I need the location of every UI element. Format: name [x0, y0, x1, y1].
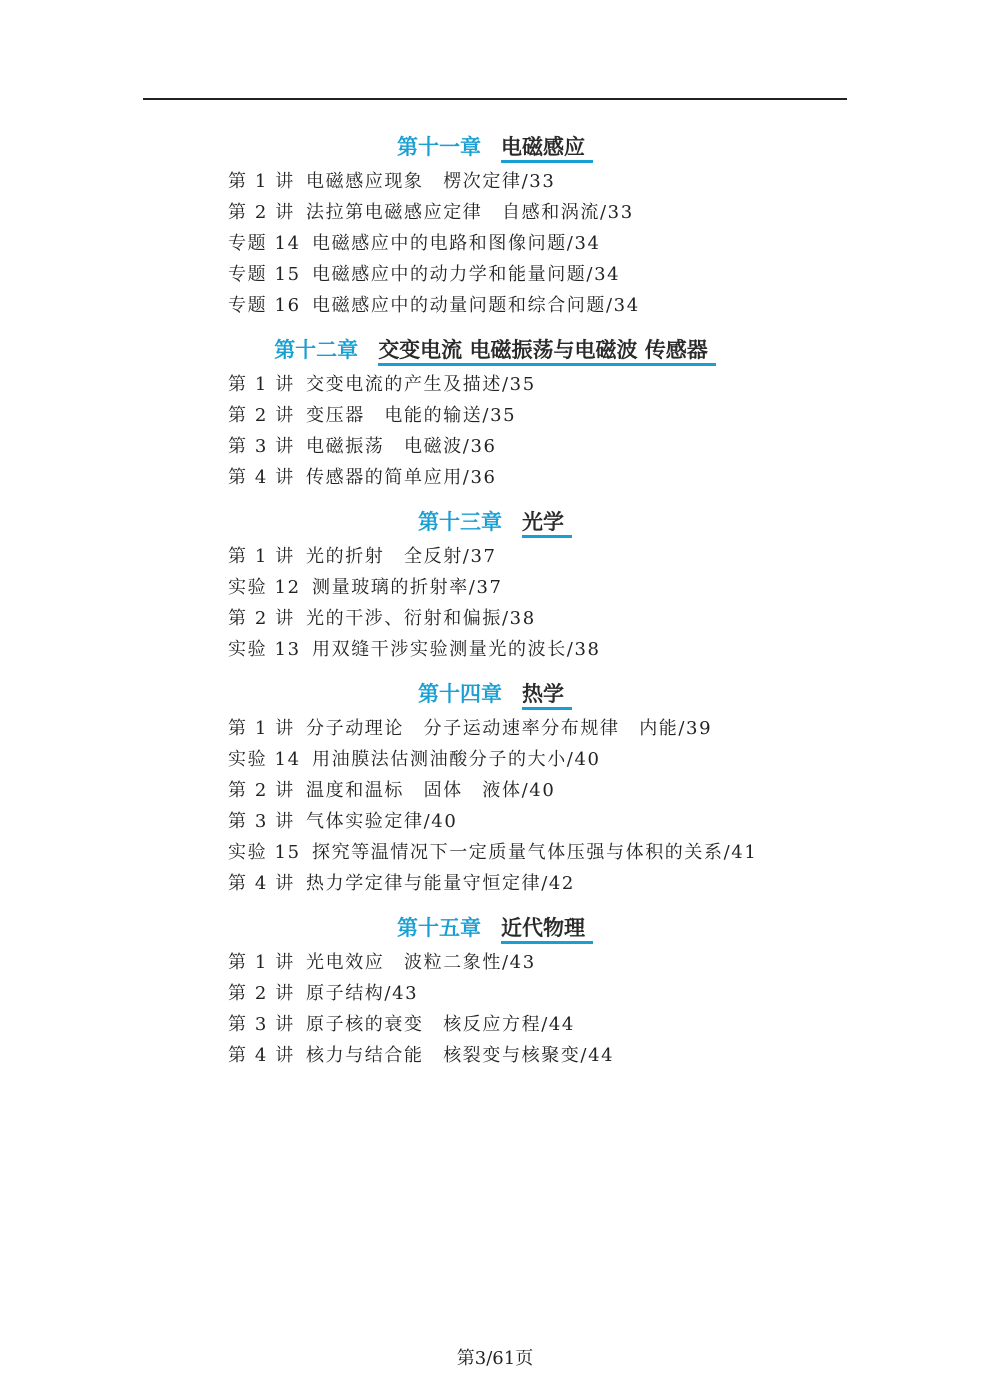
toc-entry[interactable] — [0, 744, 990, 775]
entry-label: 第 3 讲 — [228, 811, 295, 832]
entry-label: 第 1 讲 — [228, 171, 295, 192]
entry-title: 温度和温标 固体 液体/40 — [306, 780, 556, 801]
entry-label: 实验 12 — [228, 577, 301, 598]
entry-label: 第 1 讲 — [228, 546, 295, 567]
entry-label: 第 3 讲 — [228, 436, 295, 457]
chapter-heading[interactable] — [0, 128, 990, 166]
entry-title: 电磁感应中的动量问题和综合问题/34 — [312, 295, 640, 316]
chapter-section — [0, 503, 990, 665]
chapter-title: 交变电流 电磁振荡与电磁波 传感器 — [378, 338, 716, 366]
table-of-contents — [0, 128, 990, 1081]
entry-title: 核力与结合能 核裂变与核聚变/44 — [306, 1045, 615, 1066]
entry-title: 交变电流的产生及描述/35 — [306, 374, 536, 395]
entry-title: 原子结构/43 — [306, 983, 419, 1004]
entry-title: 用双缝干涉实验测量光的波长/38 — [312, 639, 601, 660]
toc-entry[interactable] — [0, 837, 990, 868]
entry-title: 法拉第电磁感应定律 自感和涡流/33 — [306, 202, 634, 223]
entry-label: 第 2 讲 — [228, 780, 295, 801]
entry-label: 第 2 讲 — [228, 405, 295, 426]
entry-label: 第 4 讲 — [228, 1045, 295, 1066]
toc-entry[interactable] — [0, 868, 990, 899]
entry-title: 电磁振荡 电磁波/36 — [306, 436, 497, 457]
chapter-section — [0, 675, 990, 899]
entry-title: 光的干涉、衍射和偏振/38 — [306, 608, 536, 629]
toc-entry[interactable] — [0, 603, 990, 634]
chapter-title: 光学 — [522, 510, 572, 538]
entry-title: 分子动理论 分子运动速率分布规律 内能/39 — [306, 718, 713, 739]
toc-entry[interactable] — [0, 197, 990, 228]
chapter-section — [0, 331, 990, 493]
entry-label: 第 1 讲 — [228, 374, 295, 395]
entry-label: 专题 15 — [228, 264, 301, 285]
toc-entry[interactable] — [0, 978, 990, 1009]
entry-label: 第 2 讲 — [228, 608, 295, 629]
entry-label: 第 4 讲 — [228, 467, 295, 488]
entry-title: 测量玻璃的折射率/37 — [312, 577, 503, 598]
entry-title: 电磁感应中的电路和图像问题/34 — [312, 233, 601, 254]
toc-entry[interactable] — [0, 259, 990, 290]
entry-title: 电磁感应现象 楞次定律/33 — [306, 171, 556, 192]
entry-title: 变压器 电能的输送/35 — [306, 405, 517, 426]
entry-label: 第 3 讲 — [228, 1014, 295, 1035]
toc-entry[interactable] — [0, 713, 990, 744]
entry-title: 探究等温情况下一定质量气体压强与体积的关系/41 — [312, 842, 758, 863]
toc-entry[interactable] — [0, 775, 990, 806]
chapter-title: 电磁感应 — [501, 135, 593, 163]
entry-title: 光的折射 全反射/37 — [306, 546, 497, 567]
entry-label: 第 4 讲 — [228, 873, 295, 894]
chapter-number: 第十二章 — [274, 338, 359, 362]
chapter-heading[interactable] — [0, 909, 990, 947]
chapter-title: 热学 — [522, 682, 572, 710]
entry-title: 光电效应 波粒二象性/43 — [306, 952, 536, 973]
entry-title: 电磁感应中的动力学和能量问题/34 — [312, 264, 621, 285]
entry-label: 第 2 讲 — [228, 983, 295, 1004]
toc-entry[interactable] — [0, 1009, 990, 1040]
toc-entry[interactable] — [0, 290, 990, 321]
entry-label: 第 1 讲 — [228, 952, 295, 973]
top-divider — [143, 98, 847, 100]
entry-label: 实验 15 — [228, 842, 301, 863]
toc-entry[interactable] — [0, 166, 990, 197]
toc-entry[interactable] — [0, 1040, 990, 1071]
toc-entry[interactable] — [0, 462, 990, 493]
chapter-heading[interactable] — [0, 331, 990, 369]
entry-label: 专题 14 — [228, 233, 301, 254]
entry-title: 用油膜法估测油酸分子的大小/40 — [312, 749, 601, 770]
chapter-number: 第十五章 — [397, 916, 481, 940]
chapter-number: 第十四章 — [418, 682, 502, 706]
entry-title: 传感器的简单应用/36 — [306, 467, 497, 488]
toc-entry[interactable] — [0, 228, 990, 259]
toc-entry[interactable] — [0, 634, 990, 665]
entry-label: 专题 16 — [228, 295, 301, 316]
toc-entry[interactable] — [0, 572, 990, 603]
entry-title: 气体实验定律/40 — [306, 811, 458, 832]
entry-title: 原子核的衰变 核反应方程/44 — [306, 1014, 575, 1035]
entry-label: 第 1 讲 — [228, 718, 295, 739]
toc-entry[interactable] — [0, 541, 990, 572]
entry-label: 实验 14 — [228, 749, 301, 770]
toc-entry[interactable] — [0, 806, 990, 837]
toc-entry[interactable] — [0, 431, 990, 462]
entry-label: 第 2 讲 — [228, 202, 295, 223]
entry-title: 热力学定律与能量守恒定律/42 — [306, 873, 575, 894]
page-number: 第3/61页 — [456, 1348, 534, 1369]
toc-entry[interactable] — [0, 400, 990, 431]
toc-entry[interactable] — [0, 947, 990, 978]
chapter-section — [0, 128, 990, 321]
chapter-title: 近代物理 — [501, 916, 593, 944]
chapter-section — [0, 909, 990, 1071]
chapter-heading[interactable] — [0, 675, 990, 713]
chapter-number: 第十三章 — [418, 510, 502, 534]
chapter-heading[interactable] — [0, 503, 990, 541]
entry-label: 实验 13 — [228, 639, 301, 660]
toc-entry[interactable] — [0, 369, 990, 400]
chapter-number: 第十一章 — [397, 135, 481, 159]
